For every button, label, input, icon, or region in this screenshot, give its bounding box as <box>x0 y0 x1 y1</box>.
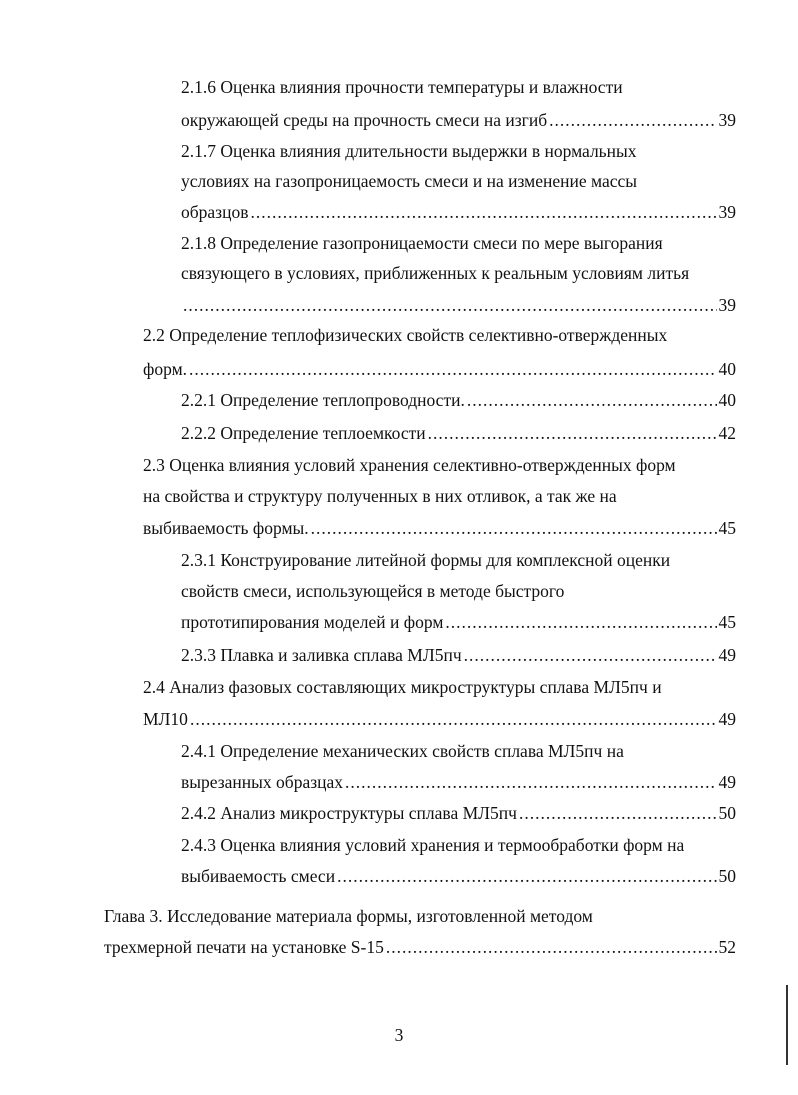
toc-entry-text: вырезанных образцах <box>181 772 344 792</box>
toc-entry-text: 2.2 Определение теплофизических свойств селективно-отвержденных <box>143 325 668 345</box>
toc-entry-text: свойств смеси, использующейся в методе быстрого <box>181 581 565 601</box>
toc-entry-text: образцов <box>181 202 249 222</box>
toc-leader-line <box>143 704 736 734</box>
dot-leader <box>464 640 717 670</box>
dot-leader <box>428 418 717 448</box>
toc-page-ref: 45 <box>718 612 736 632</box>
toc-entry-text: 2.4.3 Оценка влияния условий хранения и термообработки форм на <box>181 835 685 855</box>
toc-leader-line <box>181 861 736 891</box>
toc-leader-line <box>181 290 736 320</box>
toc-page-ref: 49 <box>718 709 736 729</box>
toc-page-ref: 49 <box>718 645 736 665</box>
page-number: 3 <box>394 1025 404 1045</box>
toc-entry-text: 2.4 Анализ фазовых составляющих микроструктуры сплава МЛ5пч и <box>143 677 662 697</box>
toc-page-ref: 50 <box>718 803 736 823</box>
toc-entry-text: форм. <box>143 359 188 379</box>
toc-entry-text: 2.2.2 Определение теплоемкости <box>181 423 426 443</box>
toc-entry-text: выбиваемость формы. <box>143 518 309 538</box>
dot-leader <box>337 861 716 891</box>
toc-entry-text: Глава 3. Исследование материала формы, изготовленной методом <box>104 906 593 926</box>
scan-edge-mark <box>786 985 788 1065</box>
toc-entry-text: 2.3.1 Конструирование литейной формы для комплексной оценки <box>181 550 671 570</box>
toc-leader-line <box>181 418 736 448</box>
dot-leader <box>311 513 717 543</box>
dot-leader <box>345 767 716 797</box>
toc-leader-line <box>181 607 736 637</box>
toc-page-ref: 52 <box>718 937 736 957</box>
toc-entry-text: 2.3 Оценка влияния условий хранения селективно-отвержденных форм <box>143 455 676 475</box>
toc-leader-line <box>181 640 736 670</box>
toc-entry-text: 2.1.6 Оценка влияния прочности температуры и влажности <box>181 77 623 97</box>
toc-leader-line <box>181 767 736 797</box>
toc-leader-line <box>181 385 736 415</box>
toc-leader-line <box>181 105 736 135</box>
toc-entry-text: МЛ10 <box>143 709 188 729</box>
toc-page-ref: 42 <box>718 423 736 443</box>
toc-page-ref: 39 <box>718 295 736 315</box>
toc-entry-text: трехмерной печати на установке S-15 <box>104 937 384 957</box>
toc-leader-line <box>104 932 736 962</box>
toc-entry-text: прототипирования моделей и форм <box>181 612 444 632</box>
toc-entry-text: окружающей среды на прочность смеси на изгиб <box>181 110 548 130</box>
dot-leader <box>519 798 717 828</box>
dot-leader <box>386 932 717 962</box>
toc-leader-line <box>181 197 736 227</box>
toc-leader-line <box>181 798 736 828</box>
toc-entry-text: выбиваемость смеси <box>181 866 336 886</box>
toc-leader-line <box>143 513 736 543</box>
dot-leader <box>189 354 716 384</box>
toc-entry-text: 2.1.7 Оценка влияния длительности выдержки в нормальных <box>181 141 637 161</box>
toc-entry-text: 2.2.1 Определение теплопроводности. <box>181 390 465 410</box>
toc-entry-text: 2.3.3 Плавка и заливка сплава МЛ5пч <box>181 645 462 665</box>
toc-entry-text: 2.1.8 Определение газопроницаемости смеси по мере выгорания <box>181 233 663 253</box>
dot-leader <box>467 385 717 415</box>
dot-leader <box>250 197 716 227</box>
toc-page-ref: 49 <box>718 772 736 792</box>
toc-page-ref: 45 <box>718 518 736 538</box>
toc-entry-text: 2.4.2 Анализ микроструктуры сплава МЛ5пч <box>181 803 517 823</box>
toc-page-ref: 39 <box>718 202 736 222</box>
toc-entry-text: 2.4.1 Определение механических свойств сплава МЛ5пч на <box>181 741 624 761</box>
toc-entry-text: связующего в условиях, приближенных к реальным условиям литья <box>181 263 690 283</box>
toc-entry-text: условиях на газопроницаемость смеси и на изменение массы <box>181 171 638 191</box>
toc-entry-text: на свойства и структуру полученных в них отливок, а так же на <box>143 486 617 506</box>
toc-page-ref: 50 <box>718 866 736 886</box>
toc-leader-line <box>143 354 736 384</box>
toc-page-ref: 40 <box>718 359 736 379</box>
dot-leader <box>445 607 716 637</box>
dot-leader <box>190 704 717 734</box>
toc-page-ref: 40 <box>718 390 736 410</box>
dot-leader <box>183 290 717 320</box>
toc-page-ref: 39 <box>718 110 736 130</box>
dot-leader <box>549 105 716 135</box>
